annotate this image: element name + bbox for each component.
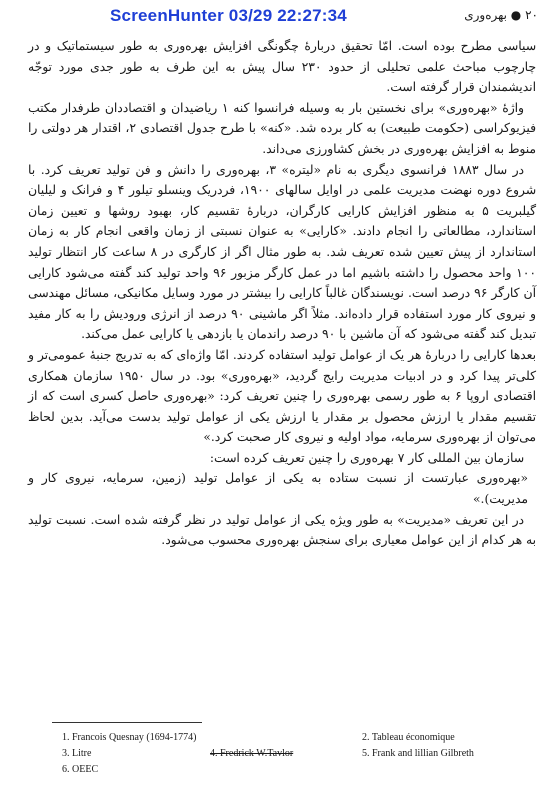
footnote: 1. Francois Quesnay (1694-1774) [62, 732, 197, 743]
footnote-divider [52, 722, 202, 723]
footnotes [62, 732, 512, 780]
paragraph: در سال ۱۸۸۳ فرانسوی دیگری به نام «لیتره» ۳، بهره‌وری را دانش و فن تولید تعریف کرد. با شروع دوره نهضت مدیریت علمی در اوایل سالهای ۱۹۰۰، فردریک وینسلو تیلور ۴ و فرانک و لیلیان گیلبریت ۵ به منظور افزایش کارایی کارگران، دربارهٔ تقسیم کار، بهبود روشها و تعیین زمان استاندارد، مطالعاتی را انجام دادند. «کارایی» به عنوان نسبتی از زمان واقعی انجام کار به زمان استاندارد از پیش تعیین شده تعریف شد. به طور مثال اگر از کارگری در ۸ ساعت کار انتظار تولید ۱۰۰ واحد محصول را داشته باشیم اما در عمل کارگر مزبور ۹۶ واحد تولید کند گفته می‌شود کارایی آن کارگر ۹۶ درصد است. نویسندگان غالباً کارایی را بیشتر در مورد وسایل مکانیکی، مسائل مهندسی و نیروی کار مورد استفاده قرار داده‌اند. مثلاً اگر ماشینی ۹۰ درصد از انرژی ورودیش را به کار مفید تبدیل کند گفته می‌شود که آن ماشین با ۹۰ درصد راندمان یا بازدهی یا کارایی عمل می‌کند. [28, 162, 536, 342]
footnote-row [62, 732, 512, 748]
footnote: 4. Fredrick W.Tavlor [210, 748, 294, 759]
paragraph: بعدها کارایی را دربارهٔ هر یک از عوامل تولید استفاده کردند. امّا واژه‌ای که به تدریج جنبهٔ عمومی‌تر و کلی‌تر پیدا کرد و در ادبیات مدیریت رایج گردید، «بهره‌وری» بود. در سال ۱۹۵۰ سازمان همکاری اقتصادی اروپا ۶ به طور رسمی بهره‌وری را چنین تعریف کرد: «بهره‌وری حاصل کسری است که از تقسیم مقدار یا ارزش محصول بر مقدار یا ارزش یکی از عوامل تولید بدست می‌آید. بدین لحاظ می‌توان از بهره‌وری سرمایه، مواد اولیه و نیروی کار صحبت کرد.» [28, 347, 536, 445]
page-body [28, 36, 536, 551]
footnote: 2. Tableau économique [362, 732, 455, 743]
footnote-row [62, 748, 512, 764]
footnote: 3. Litre [62, 748, 92, 759]
paragraph: در این تعریف «مدیریت» به طور ویژه یکی از عوامل تولید در نظر گرفته شده است. نسبت تولید به هر کدام از این عوامل معیاری برای سنجش بهره‌وری محسوب می‌شود. [28, 512, 536, 548]
quoted-definition: «بهره‌وری عبارتست از نسبت ستاده به یکی از عوامل تولید (زمین، سرمایه، نیروی کار و مدیریت).» [28, 471, 528, 507]
running-head: ٢٠ ● بهره‌وری [464, 8, 538, 22]
paragraph: سازمان بین المللی کار ۷ بهره‌وری را چنین تعریف کرده است: [209, 450, 524, 465]
screenhunter-watermark: ScreenHunter 03/29 22:27:34 [110, 6, 347, 25]
footnote: 6. OEEC [62, 764, 99, 775]
paragraph: واژهٔ «بهره‌وری» برای نخستین بار به وسیله فرانسوا کنه ۱ ریاضیدان و اقتصاددان طرفدار مکتب فیزیوکراسی (حکومت طبیعت) به کار برده شد. «کنه» با طرح جدول اقتصادی ۲، اقتدار هر دولتی را منوط به افزایش بهره‌وری در بخش کشاورزی می‌داند. [28, 100, 537, 156]
paragraph: سیاسی مطرح بوده است. امّا تحقیق دربارهٔ چگونگی افزایش بهره‌وری به طور سیستماتیک و در چارچوب مباحث علمی تحلیلی از حدود ۲۳۰ سال پیش به این طرف به طور جدی مورد توجّه اندیشمندان قرار گرفته است. [28, 39, 537, 95]
footnote: 5. Frank and lillian Gilbreth [362, 748, 474, 759]
footnote-row [62, 764, 512, 780]
